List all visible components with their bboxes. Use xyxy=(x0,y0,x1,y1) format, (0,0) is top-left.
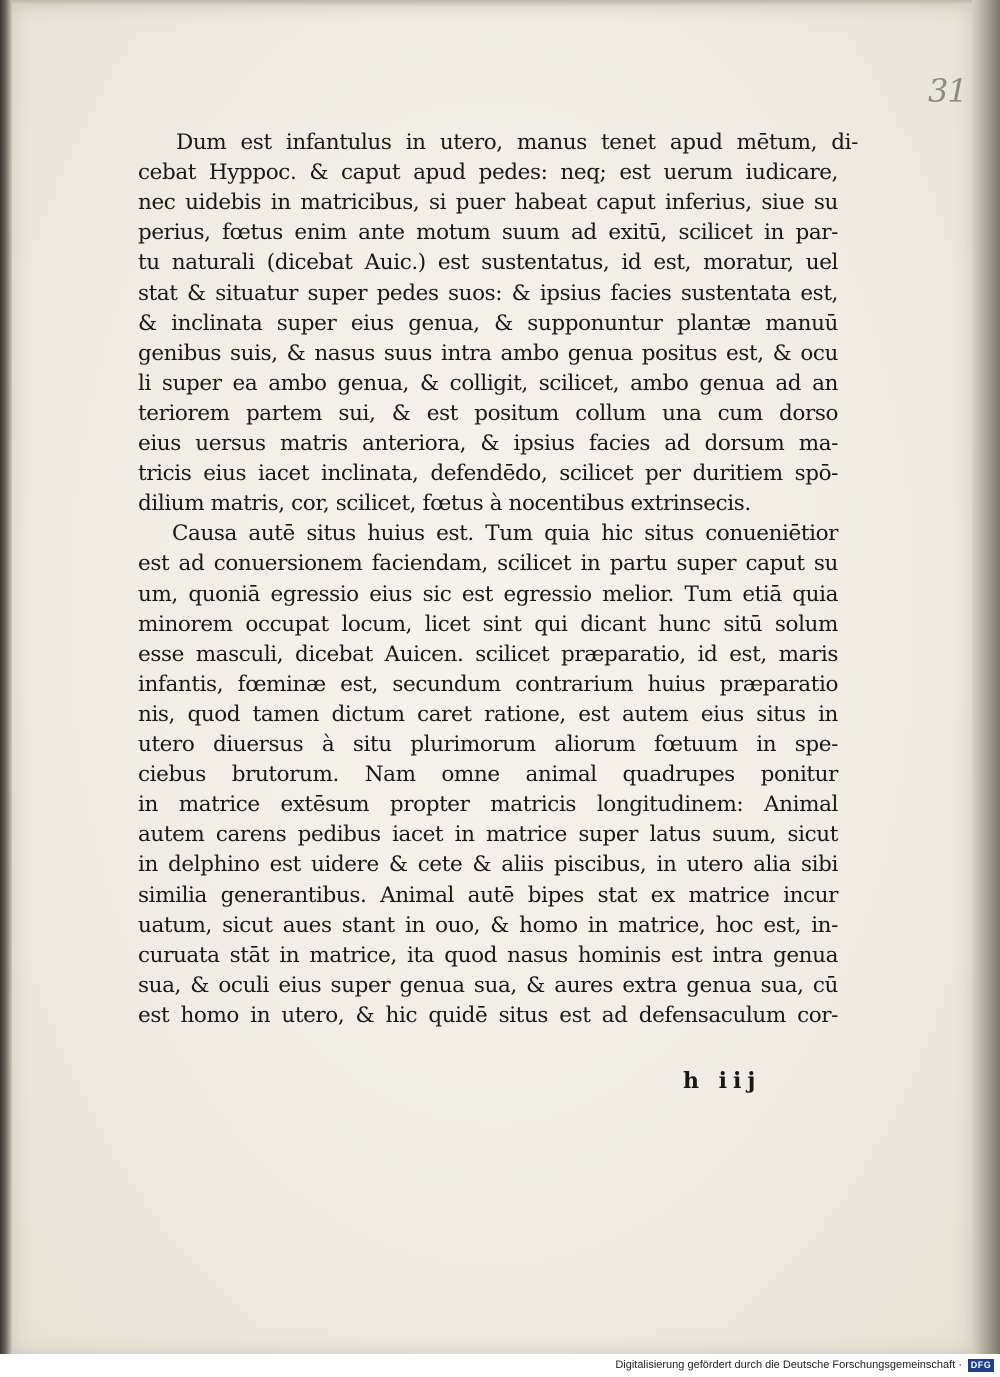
text-line: perius, fœtus enim ante motum suum ad exitū, scilicet in par- xyxy=(138,220,838,246)
text-line: autem carens pedibus iacet in matrice super latus suum, sicut xyxy=(138,822,838,848)
text-line: dilium matris, cor, scilicet, fœtus à nocentibus extrinsecis. xyxy=(138,491,751,517)
text-line: nec uidebis in matricibus, si puer habeat caput inferius, siue su xyxy=(138,190,838,216)
text-line: esse masculi, dicebat Auicen. scilicet præparatio, id est, maris xyxy=(138,641,838,667)
digitization-credit-bar xyxy=(0,1354,1000,1377)
text-line: genibus suis, & nasus suus intra ambo genua positus est, & ocu xyxy=(138,340,838,366)
page-binding-edge xyxy=(0,0,12,1377)
text-line: Causa autē situs huius est. Tum quia hic situs conueniētior xyxy=(172,521,838,547)
signature-mark: h iij xyxy=(683,1068,762,1094)
folio-number: 31 xyxy=(928,72,967,110)
text-line: infantis, fœminæ est, secundum contrarium huius præparatio xyxy=(138,671,838,697)
text-line: li super ea ambo genua, & colligit, scilicet, ambo genua ad an xyxy=(138,370,838,396)
text-line: similia generantibus. Animal autē bipes stat ex matrice incur xyxy=(138,882,838,908)
dfg-logo: DFG xyxy=(968,1359,994,1372)
text-line: stat & situatur super pedes suos: & ipsius facies sustentata est, xyxy=(138,280,838,306)
text-line: minorem occupat locum, licet sint qui dicant hunc sitū solum xyxy=(138,611,838,637)
text-line: est ad conuersionem faciendam, scilicet in partu super caput su xyxy=(138,551,838,577)
text-line: ciebus brutorum. Nam omne animal quadrupes ponitur xyxy=(138,762,838,788)
page-fore-edge xyxy=(972,0,1000,1377)
text-line: est homo in utero, & hic quidē situs est ad defensaculum cor- xyxy=(138,1002,838,1028)
text-line: curuata stāt in matrice, ita quod nasus hominis est intra genua xyxy=(138,942,838,968)
text-line: eius uersus matris anteriora, & ipsius facies ad dorsum ma- xyxy=(138,431,838,456)
text-line: in matrice extēsum propter matricis longitudinem: Animal xyxy=(138,792,838,818)
text-line: sua, & oculi eius super genua sua, & aures extra genua sua, cū xyxy=(138,972,838,998)
text-line: tu naturali (dicebat Auic.) est sustentatus, id est, moratur, uel xyxy=(138,250,838,276)
text-line: in delphino est uidere & cete & aliis piscibus, in utero alia sibi xyxy=(138,852,838,878)
text-line: cebat Hyppoc. & caput apud pedes: neq; est uerum iudicare, xyxy=(138,160,838,186)
text-line: tricis eius iacet inclinata, defendēdo, scilicet per duritiem spō- xyxy=(138,461,838,487)
text-line: uatum, sicut aues stant in ouo, & homo in matrice, hoc est, in- xyxy=(138,912,838,938)
text-line: & inclinata super eius genua, & supponuntur plantæ manuū xyxy=(138,310,838,336)
text-line: nis, quod tamen dictum caret ratione, est autem eius situs in xyxy=(138,701,838,727)
text-line: um, quoniā egressio eius sic est egressio melior. Tum etiā quia xyxy=(138,581,838,607)
text-line: Dum est infantulus in utero, manus tenet apud mētum, di- xyxy=(176,130,858,155)
credit-text: Digitalisierung gefördert durch die Deutsche Forschungsgemeinschaft · xyxy=(615,1359,962,1371)
text-line: teriorem partem sui, & est positum collum una cum dorso xyxy=(138,400,838,426)
text-line: utero diuersus à situ plurimorum aliorum fœtuum in spe- xyxy=(138,732,838,757)
